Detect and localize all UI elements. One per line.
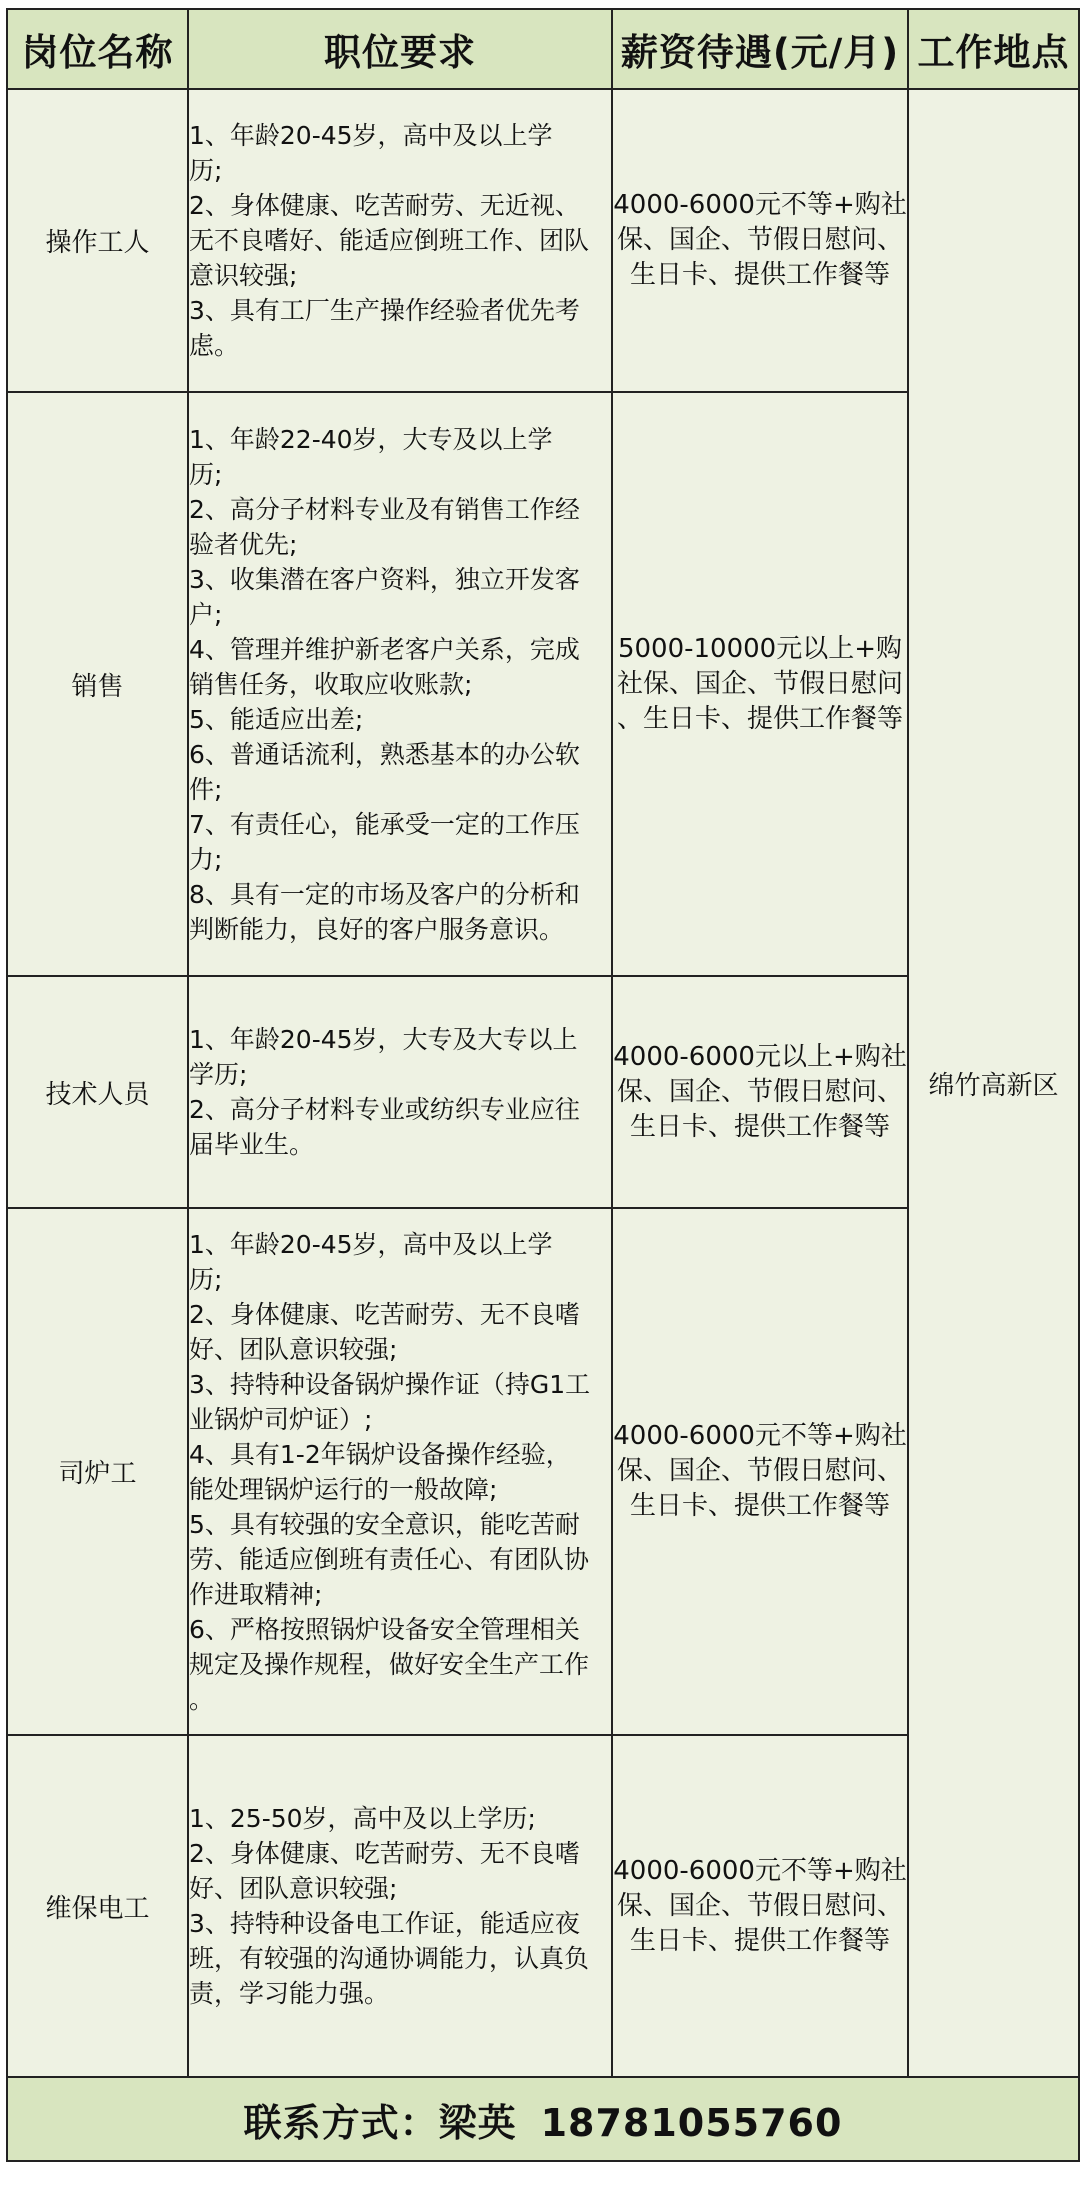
requirement-line: 验者优先; [189, 529, 298, 559]
job-requirements [188, 1735, 612, 2077]
requirement-line: 届毕业生。 [189, 1130, 315, 1159]
contact-info [7, 2077, 1079, 2161]
salary-line: 5000-10000元以上+购 [617, 633, 903, 664]
requirement-line: 学历; [189, 1060, 248, 1089]
requirement-line: 3、具有工厂生产操作经验者优先考 [189, 296, 580, 325]
salary-line: 保、国企、节假日慰问、 [616, 1890, 903, 1921]
requirement-line: 4、管理并维护新老客户关系，完成 [189, 634, 580, 664]
requirement-line: 2、高分子材料专业或纺织专业应往 [189, 1095, 580, 1124]
recruitment-table-sheet [6, 8, 1078, 2162]
requirement-line: 规定及操作规程，做好安全生产工作 [189, 1649, 590, 1679]
requirement-line: 。 [189, 1684, 215, 1714]
requirement-line: 能处理锅炉运行的一般故障; [189, 1474, 498, 1504]
header-row [7, 9, 1079, 89]
job-salary [612, 89, 908, 392]
requirement-line: 2、高分子材料专业及有销售工作经 [189, 494, 580, 524]
requirement-line: 好、团队意识较强; [189, 1334, 398, 1364]
header-salary: 薪资待遇(元/月) [612, 9, 908, 89]
requirement-line: 销售任务，收取应收账款; [189, 669, 473, 699]
requirement-line: 4、具有1-2年锅炉设备操作经验， [189, 1439, 571, 1469]
salary-line: 生日卡、提供工作餐等 [629, 1111, 890, 1142]
job-requirements [188, 976, 612, 1208]
requirement-line: 1、25-50岁，高中及以上学历; [189, 1804, 536, 1833]
requirement-line: 户; [189, 599, 223, 629]
requirement-line: 力; [189, 844, 223, 874]
requirement-line: 历; [189, 156, 223, 185]
salary-line: 保、国企、节假日慰问、 [616, 1076, 903, 1107]
requirement-line: 7、有责任心，能承受一定的工作压 [189, 809, 580, 839]
requirement-line: 意识较强; [189, 261, 298, 290]
job-name: 技术人员 [7, 976, 188, 1208]
requirement-line: 件; [189, 774, 223, 804]
requirement-line: 作进取精神; [189, 1579, 323, 1609]
requirement-line: 1、年龄20-45岁，大专及大专以上 [189, 1025, 578, 1054]
requirement-line: 班，有较强的沟通协调能力，认真负 [189, 1944, 590, 1973]
salary-line: 4000-6000元不等+购社 [613, 190, 907, 220]
requirement-line: 5、具有较强的安全意识，能吃苦耐 [189, 1509, 580, 1539]
salary-line: 生日卡、提供工作餐等 [629, 1491, 890, 1521]
job-requirements [188, 89, 612, 392]
header-location: 工作地点 [908, 9, 1079, 89]
requirement-line: 历; [189, 1264, 223, 1294]
salary-line: 生日卡、提供工作餐等 [629, 1925, 890, 1956]
requirement-line: 2、身体健康、吃苦耐劳、无不良嗜 [189, 1839, 580, 1868]
requirement-line: 2、身体健康、吃苦耐劳、无近视、 [189, 191, 580, 220]
requirement-line: 无不良嗜好、能适应倒班工作、团队 [189, 226, 590, 255]
contact-row [7, 2077, 1079, 2161]
requirement-line: 3、收集潜在客户资料，独立开发客 [189, 564, 580, 594]
work-location: 绵竹高新区 [908, 89, 1079, 2077]
requirement-line: 1、年龄20-45岁，高中及以上学 [189, 121, 553, 150]
salary-line: 4000-6000元不等+购社 [613, 1421, 907, 1451]
salary-line: 4000-6000元以上+购社 [613, 1041, 907, 1072]
requirement-line: 3、持特种设备锅炉操作证（持G1工 [189, 1369, 591, 1399]
requirement-line: 8、具有一定的市场及客户的分析和 [189, 879, 580, 909]
header-position: 岗位名称 [7, 9, 188, 89]
job-salary [612, 976, 908, 1208]
requirement-line: 1、年龄22-40岁，大专及以上学 [189, 424, 553, 454]
requirement-line: 3、持特种设备电工作证，能适应夜 [189, 1909, 580, 1938]
job-name: 司炉工 [7, 1208, 188, 1735]
table-row [7, 89, 1079, 392]
salary-line: 生日卡、提供工作餐等 [629, 260, 890, 290]
salary-line: 社保、国企、节假日慰问 [616, 668, 903, 699]
requirement-line: 责，学习能力强。 [189, 1979, 390, 2008]
recruitment-table [6, 8, 1080, 2162]
job-requirements [188, 392, 612, 976]
requirement-line: 业锅炉司炉证）; [189, 1404, 373, 1434]
salary-line: 、生日卡、提供工作餐等 [616, 703, 903, 734]
requirement-line: 6、严格按照锅炉设备安全管理相关 [189, 1614, 580, 1644]
requirement-line: 2、身体健康、吃苦耐劳、无不良嗜 [189, 1299, 580, 1329]
header-requirements: 职位要求 [188, 9, 612, 89]
requirement-line: 虑。 [189, 331, 240, 360]
job-salary [612, 1735, 908, 2077]
salary-line: 4000-6000元不等+购社 [613, 1855, 907, 1886]
job-requirements [188, 1208, 612, 1735]
requirement-line: 6、普通话流利，熟悉基本的办公软 [189, 739, 580, 769]
salary-line: 保、国企、节假日慰问、 [616, 1456, 903, 1486]
requirement-line: 好、团队意识较强; [189, 1874, 398, 1903]
job-salary [612, 392, 908, 976]
requirement-line: 判断能力，良好的客户服务意识。 [189, 914, 565, 944]
job-name: 销售 [7, 392, 188, 976]
job-name: 操作工人 [7, 89, 188, 392]
requirement-line: 劳、能适应倒班有责任心、有团队协 [189, 1544, 590, 1574]
job-name: 维保电工 [7, 1735, 188, 2077]
job-salary [612, 1208, 908, 1735]
salary-line: 保、国企、节假日慰问、 [616, 225, 903, 255]
contact-phone[interactable]: 18781055760 [540, 2100, 843, 2145]
contact-label: 联系方式：梁英 [243, 2100, 517, 2145]
requirement-line: 1、年龄20-45岁，高中及以上学 [189, 1229, 553, 1259]
requirement-line: 5、能适应出差; [189, 704, 364, 734]
requirement-line: 历; [189, 459, 223, 489]
